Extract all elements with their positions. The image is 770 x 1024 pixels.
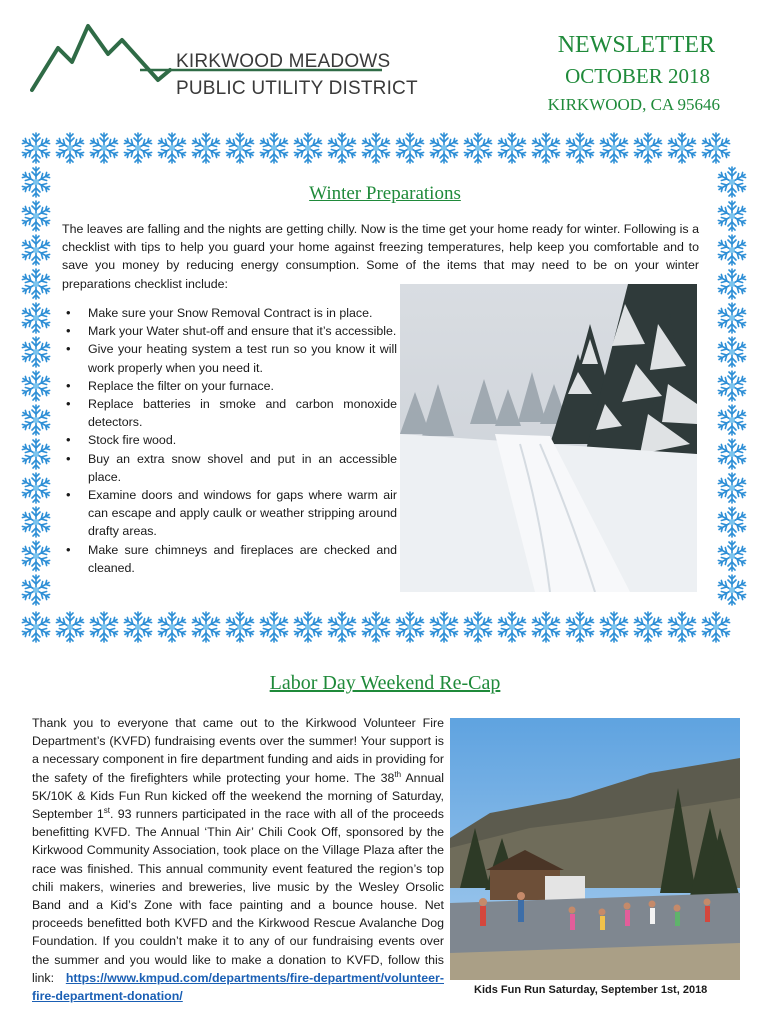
labor-text-part: Annual 5K/10K & Kids Fun Run kicked off the weekend the morning of Saturday, September 1 bbox=[32, 770, 445, 822]
snowflake-icon bbox=[21, 612, 51, 642]
snowflake-icon bbox=[259, 612, 289, 642]
snowflake-icon bbox=[531, 612, 561, 642]
snowflake-icon bbox=[89, 133, 119, 163]
snowflake-icon bbox=[717, 473, 747, 503]
donation-link[interactable]: https://www.kmpud.com/departments/fire-department/volunteer-fire-department-donation/ bbox=[32, 970, 444, 1004]
snowflake-icon bbox=[55, 133, 85, 163]
newsletter-title: NEWSLETTER bbox=[557, 32, 715, 58]
snowflake-icon bbox=[429, 133, 459, 163]
snowflake-icon bbox=[361, 133, 391, 163]
newsletter-date: OCTOBER 2018 bbox=[565, 64, 710, 88]
snowflake-icon bbox=[531, 133, 561, 163]
winter-checklist bbox=[62, 304, 397, 577]
winter-intro-text: The leaves are falling and the nights are getting chilly. Now is the time get your home ready for winter. Following is a checklist with tips to help you guard your home against freezing temperatures, help keep you comfortable and to save you money by reducing energy consumption. Some of the items that may need to be on your winter preparations checklist include: bbox=[62, 222, 699, 291]
snowflake-icon bbox=[157, 612, 187, 642]
snowflake-icon bbox=[717, 303, 747, 333]
labor-day-text bbox=[32, 714, 444, 1005]
snowflake-icon bbox=[717, 541, 747, 571]
snowflake-icon bbox=[21, 473, 51, 503]
snowflake-icon bbox=[259, 133, 289, 163]
kmpud-logo bbox=[30, 18, 418, 108]
snowflake-icon bbox=[21, 507, 51, 537]
snowflake-icon bbox=[395, 612, 425, 642]
list-item: • Replace the filter on your furnace. bbox=[62, 377, 397, 395]
snowflake-icon bbox=[497, 612, 527, 642]
logo-text-line2: PUBLIC UTILITY DISTRICT bbox=[176, 78, 418, 99]
snowflake-icon bbox=[429, 612, 459, 642]
snowflake-icon bbox=[123, 133, 153, 163]
list-item: • Examine doors and windows for gaps where warm air can escape and apply caulk or weather stripping around drafty areas. bbox=[62, 486, 397, 541]
snowflake-icon bbox=[361, 612, 391, 642]
newsletter-location: KIRKWOOD, CA 95646 bbox=[547, 95, 720, 114]
snowflake-icon bbox=[191, 133, 221, 163]
snowflake-icon bbox=[21, 201, 51, 231]
snowflake-icon bbox=[565, 612, 595, 642]
snowflake-icon bbox=[633, 612, 663, 642]
snowflake-icon bbox=[633, 133, 663, 163]
kids-fun-run-photo bbox=[450, 718, 740, 980]
labor-text-part: 38 bbox=[380, 770, 395, 785]
snowflake-icon bbox=[21, 337, 51, 367]
snowflake-icon bbox=[717, 337, 747, 367]
snowflake-icon bbox=[463, 133, 493, 163]
snowflake-icon bbox=[21, 541, 51, 571]
snowflake-icon bbox=[667, 133, 697, 163]
snowflake-icon bbox=[599, 133, 629, 163]
list-item: • Stock fire wood. bbox=[62, 431, 397, 449]
snowflake-icon bbox=[717, 507, 747, 537]
snowflake-icon bbox=[497, 133, 527, 163]
snowflake-icon bbox=[717, 371, 747, 401]
snowflake-icon bbox=[599, 612, 629, 642]
snowflake-icon bbox=[21, 133, 51, 163]
snowflake-icon bbox=[21, 405, 51, 435]
snowflake-icon bbox=[667, 612, 697, 642]
snowflake-icon bbox=[157, 133, 187, 163]
snowflake-icon bbox=[327, 133, 357, 163]
snowflake-icon bbox=[293, 612, 323, 642]
superscript-st: st bbox=[103, 805, 110, 815]
list-item: • Make sure your Snow Removal Contract is in place. bbox=[62, 304, 397, 322]
snowflake-icon bbox=[701, 612, 731, 642]
snowflake-icon bbox=[21, 439, 51, 469]
snowflake-icon bbox=[565, 133, 595, 163]
snowflake-icon bbox=[717, 405, 747, 435]
snowflake-icon bbox=[21, 371, 51, 401]
snowy-road-photo bbox=[400, 284, 697, 592]
snowflake-icon bbox=[717, 201, 747, 231]
snowflake-icon bbox=[701, 133, 731, 163]
snowflake-icon bbox=[225, 133, 255, 163]
labor-text-part: . 93 runners participated in the race with all of the proceeds benefitting KVFD. The Annual ‘Thin Air’ Chili Cook Off, sponsored by the Kirkwood Community Association, took place on the Village Plaza after the race was finished. This annual community event featured the region’s top chili makers, wineries and breweries, live music by the Wesley Orsolic Band and a Kid’s Zone with face painting and a bounce house. Net proceeds benefitted both KVFD and the Kirkwood Rescue Avalanche Dog Foundation. If you couldn’t make it to any of our fundraising events over the summer and you would like to make a donation to KVFD, follow this link: bbox=[32, 807, 444, 985]
snowflake-icon bbox=[191, 612, 221, 642]
snowflake-icon bbox=[55, 612, 85, 642]
snowflake-icon bbox=[89, 612, 119, 642]
list-item: • Mark your Water shut-off and ensure that it’s accessible. bbox=[62, 322, 397, 340]
superscript-th: th bbox=[394, 769, 402, 779]
logo-text-line1: KIRKWOOD MEADOWS bbox=[176, 51, 391, 72]
snowflake-icon bbox=[327, 612, 357, 642]
snowflake-icon bbox=[717, 439, 747, 469]
snowflake-icon bbox=[21, 303, 51, 333]
snowflake-icon bbox=[717, 269, 747, 299]
snowflake-icon bbox=[717, 235, 747, 265]
snowflake-icon bbox=[395, 133, 425, 163]
list-item: • Make sure chimneys and fireplaces are checked and cleaned. bbox=[62, 541, 397, 577]
list-item: • Buy an extra snow shovel and put in an accessible place. bbox=[62, 450, 397, 486]
snowflake-icon bbox=[21, 235, 51, 265]
labor-day-title: Labor Day Weekend Re-Cap bbox=[269, 672, 501, 694]
list-item: • Replace batteries in smoke and carbon monoxide detectors. bbox=[62, 395, 397, 431]
winter-preparations-title: Winter Preparations bbox=[309, 183, 461, 204]
snowflake-icon bbox=[717, 575, 747, 605]
snowflake-icon bbox=[293, 133, 323, 163]
snowflake-icon bbox=[21, 269, 51, 299]
snowflake-icon bbox=[21, 575, 51, 605]
list-item: • Give your heating system a test run so you know it will work properly when you need it. bbox=[62, 340, 397, 376]
photo-caption: Kids Fun Run Saturday, September 1st, 2018 bbox=[474, 984, 708, 996]
snowflake-icon bbox=[225, 612, 255, 642]
snowflake-icon bbox=[123, 612, 153, 642]
labor-text-part: Thank you to everyone that came out to the Kirkwood Volunteer Fire Department’s (KVFD) fundraising events over the summer! Your support is a necessary component in fire department funding and aids in providing for the safety of the firefighters while protecting your home. The bbox=[32, 716, 444, 785]
snowflake-icon bbox=[463, 612, 493, 642]
